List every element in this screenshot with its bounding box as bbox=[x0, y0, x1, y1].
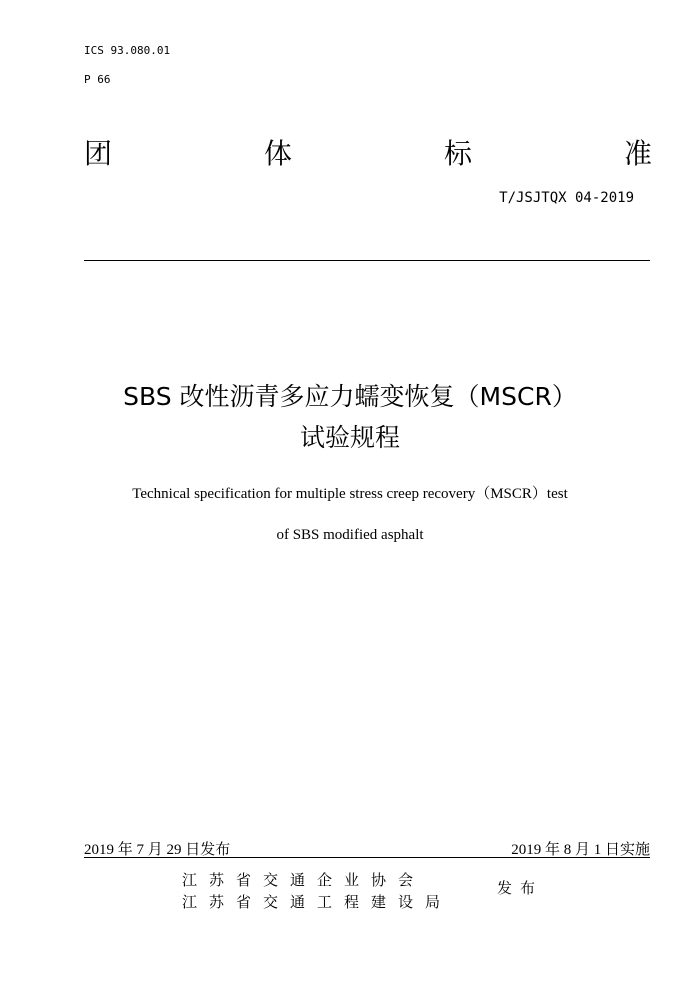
top-divider bbox=[84, 260, 650, 261]
standard-type-char: 团 bbox=[84, 137, 113, 170]
publish-label: 发布 bbox=[497, 879, 544, 897]
clc-code: P 66 bbox=[84, 73, 111, 86]
publisher-2: 江苏省交通工程建设局 bbox=[182, 893, 453, 911]
standard-type-char: 标 bbox=[443, 137, 472, 170]
title-english-line2: of SBS modified asphalt bbox=[276, 527, 424, 543]
standard-code: T/JSJTQX 04-2019 bbox=[499, 190, 634, 206]
standard-type-char: 体 bbox=[263, 137, 292, 170]
publisher-1: 江苏省交通企业协会 bbox=[182, 871, 426, 889]
bottom-divider bbox=[84, 857, 650, 858]
title-chinese-line1: SBS 改性沥青多应力蠕变恢复（MSCR） bbox=[123, 382, 577, 411]
implementation-date: 2019 年 8 月 1 日实施 bbox=[511, 842, 650, 858]
standard-type-heading bbox=[84, 138, 652, 170]
title-english-line1: Technical specification for multiple stress creep recovery（MSCR）test bbox=[132, 486, 568, 502]
title-chinese-line2: 试验规程 bbox=[299, 423, 400, 452]
standard-type-char: 准 bbox=[623, 137, 652, 170]
ics-code: ICS 93.080.01 bbox=[84, 44, 171, 57]
release-date: 2019 年 7 月 29 日发布 bbox=[84, 842, 231, 858]
